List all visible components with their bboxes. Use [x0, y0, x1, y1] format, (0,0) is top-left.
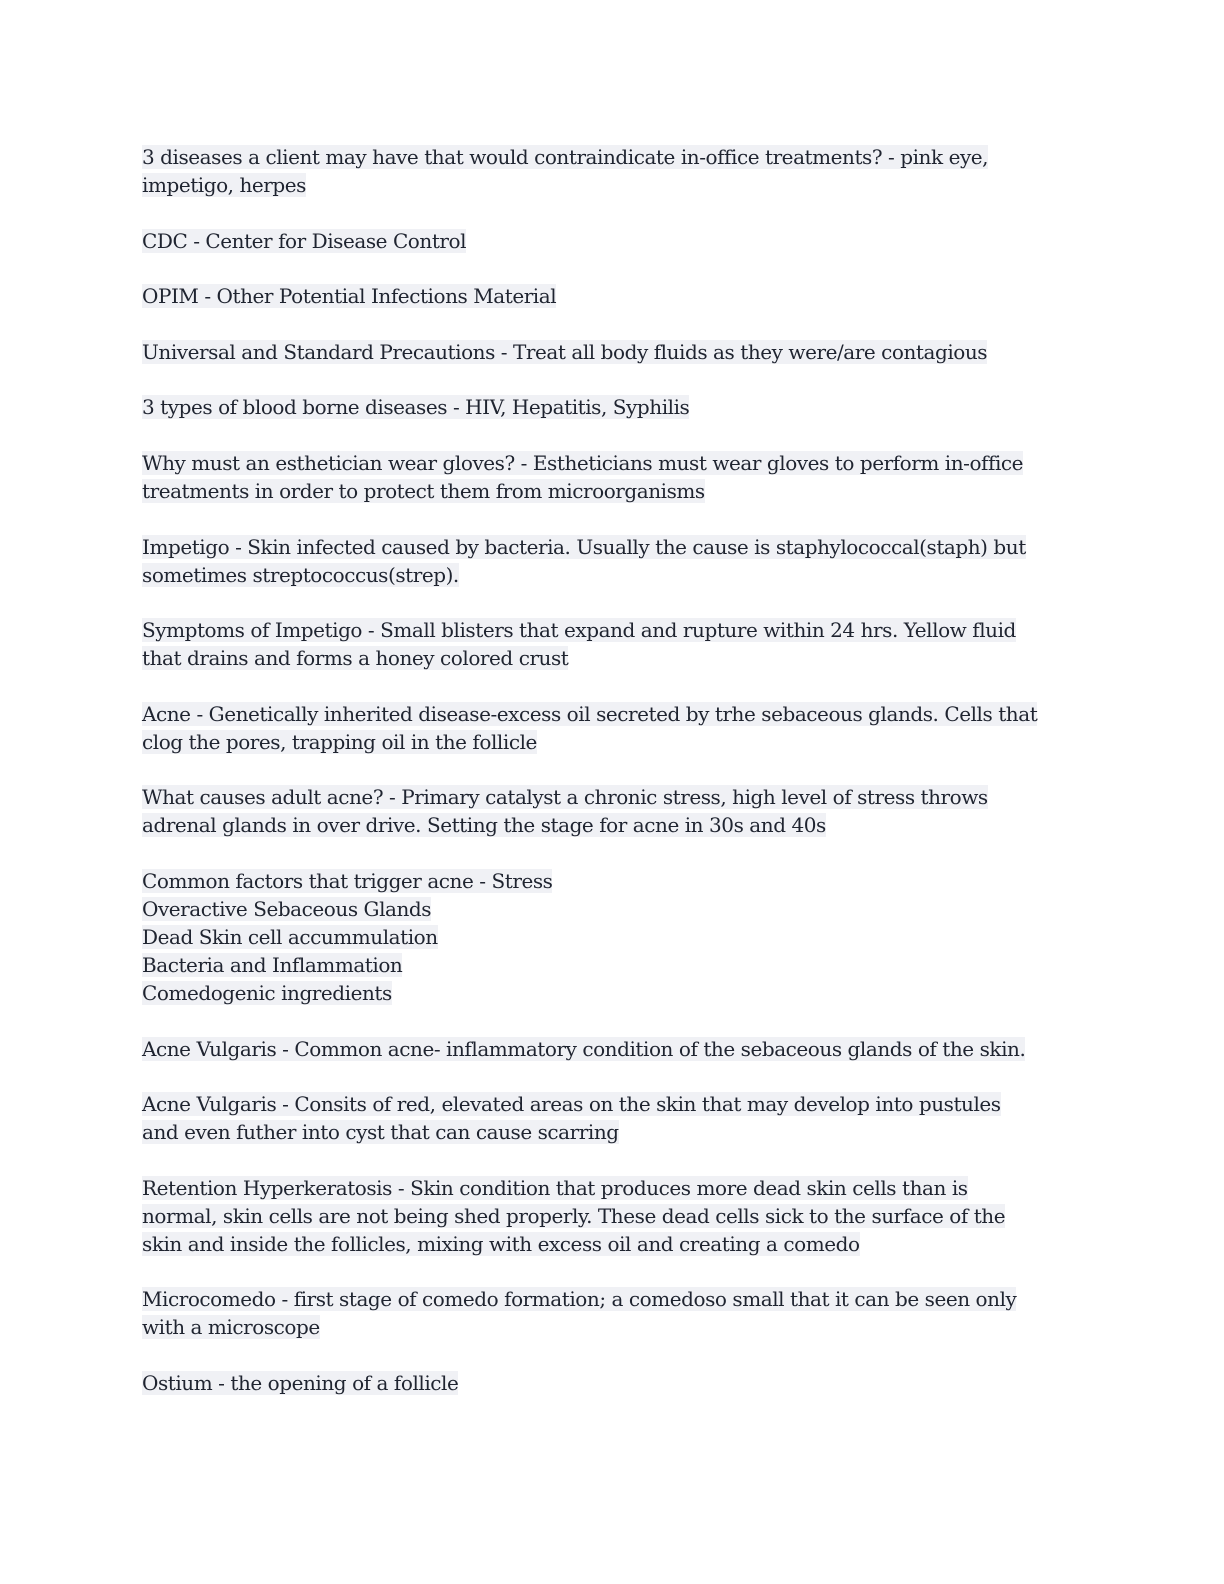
entry-text: 3 diseases a client may have that would contraindicate in-office treatments? - pink eye,	[142, 145, 989, 169]
entry-text: Symptoms of Impetigo - Small blisters that expand and rupture within 24 hrs. Yellow fluid	[142, 618, 1016, 643]
entry-text: Acne Vulgaris - Common acne- inflammatory condition of the sebaceous glands of the skin.	[142, 1036, 1026, 1061]
entry-line	[142, 1230, 1082, 1258]
entry-text: OPIM - Other Potential Infections Material	[142, 284, 557, 309]
flashcard-entry-ostium	[142, 1369, 1082, 1397]
flashcard-entry-acne-vulgaris-2	[142, 1090, 1082, 1146]
entry-line	[142, 282, 1082, 310]
flashcard-entry-blood-borne-diseases	[142, 393, 1082, 421]
flashcard-entry-microcomedo	[142, 1285, 1082, 1341]
entry-line	[142, 1369, 1082, 1397]
entry-text: Comedogenic ingredients	[142, 980, 392, 1005]
entry-line	[142, 171, 1082, 199]
entry-line	[142, 449, 1082, 477]
flashcard-entry-acne	[142, 700, 1082, 756]
entry-line	[142, 1285, 1082, 1313]
entry-text: Acne Vulgaris - Consits of red, elevated areas on the skin that may develop into pustules	[142, 1092, 1001, 1117]
entry-line	[142, 143, 1082, 171]
entry-line	[142, 1202, 1082, 1230]
entry-line	[142, 811, 1082, 839]
entry-text: Common factors that trigger acne - Stress	[142, 868, 553, 893]
entry-text: Bacteria and Inflammation	[142, 952, 403, 977]
entry-line	[142, 1313, 1082, 1341]
entry-line	[142, 895, 1082, 923]
flashcard-document	[142, 143, 1082, 1425]
entry-text: CDC - Center for Disease Control	[142, 228, 467, 253]
flashcard-entry-impetigo-symptoms	[142, 616, 1082, 672]
entry-text: Acne - Genetically inherited disease-excess oil secreted by trhe sebaceous glands. Cells that	[142, 701, 1038, 726]
entry-line	[142, 338, 1082, 366]
entry-text: 3 types of blood borne diseases - HIV, Hepatitis, Syphilis	[142, 395, 690, 420]
flashcard-entry-cdc	[142, 227, 1082, 255]
flashcard-entry-gloves	[142, 449, 1082, 505]
entry-text: What causes adult acne? - Primary catalyst a chronic stress, high level of stress throws	[142, 785, 988, 810]
entry-text: Ostium - the opening of a follicle	[142, 1370, 459, 1395]
entry-text: Universal and Standard Precautions - Treat all body fluids as they were/are contagious	[142, 339, 988, 364]
entry-text: Overactive Sebaceous Glands	[142, 896, 432, 921]
flashcard-entry-impetigo	[142, 533, 1082, 589]
flashcard-entry-universal-precautions	[142, 338, 1082, 366]
entry-line	[142, 923, 1082, 951]
entry-line	[142, 1174, 1082, 1202]
entry-text: treatments in order to protect them from microorganisms	[142, 478, 705, 503]
entry-text: Microcomedo - first stage of comedo formation; a comedoso small that it can be seen only	[142, 1287, 1017, 1312]
entry-line	[142, 951, 1082, 979]
entry-line	[142, 1090, 1082, 1118]
entry-line	[142, 783, 1082, 811]
flashcard-entry-retention-hyperkeratosis	[142, 1174, 1082, 1258]
entry-text: Why must an esthetician wear gloves? - Estheticians must wear gloves to perform in-office	[142, 450, 1024, 475]
entry-line	[142, 700, 1082, 728]
entry-text: skin and inside the follicles, mixing with excess oil and creating a comedo	[142, 1231, 860, 1256]
entry-text: adrenal glands in over drive. Setting the stage for acne in 30s and 40s	[142, 813, 826, 838]
flashcard-entry-acne-vulgaris-1	[142, 1035, 1082, 1063]
entry-text: normal, skin cells are not being shed properly. These dead cells sick to the surface of the	[142, 1203, 1006, 1228]
entry-line	[142, 393, 1082, 421]
entry-text: Retention Hyperkeratosis - Skin condition that produces more dead skin cells than is	[142, 1175, 968, 1200]
entry-line	[142, 1035, 1082, 1063]
entry-line	[142, 979, 1082, 1007]
entry-text: with a microscope	[142, 1315, 320, 1340]
entry-line	[142, 561, 1082, 589]
entry-line	[142, 644, 1082, 672]
entry-line	[142, 867, 1082, 895]
entry-line	[142, 616, 1082, 644]
entry-line	[142, 1118, 1082, 1146]
entry-text: impetigo, herpes	[142, 173, 306, 197]
entry-text: Dead Skin cell accummulation	[142, 924, 438, 949]
entry-line	[142, 227, 1082, 255]
entry-line	[142, 533, 1082, 561]
flashcard-entry-adult-acne	[142, 783, 1082, 839]
entry-line	[142, 477, 1082, 505]
entry-text: and even futher into cyst that can cause scarring	[142, 1120, 619, 1145]
flashcard-entry-contraindicating-diseases	[142, 143, 1082, 199]
flashcard-entry-acne-triggers	[142, 867, 1082, 1007]
entry-text: that drains and forms a honey colored crust	[142, 646, 569, 671]
entry-text: Impetigo - Skin infected caused by bacteria. Usually the cause is staphylococcal(staph) but	[142, 534, 1026, 559]
flashcard-entry-opim	[142, 282, 1082, 310]
entry-text: clog the pores, trapping oil in the follicle	[142, 729, 537, 754]
entry-line	[142, 728, 1082, 756]
entry-text: sometimes streptococcus(strep).	[142, 562, 459, 587]
